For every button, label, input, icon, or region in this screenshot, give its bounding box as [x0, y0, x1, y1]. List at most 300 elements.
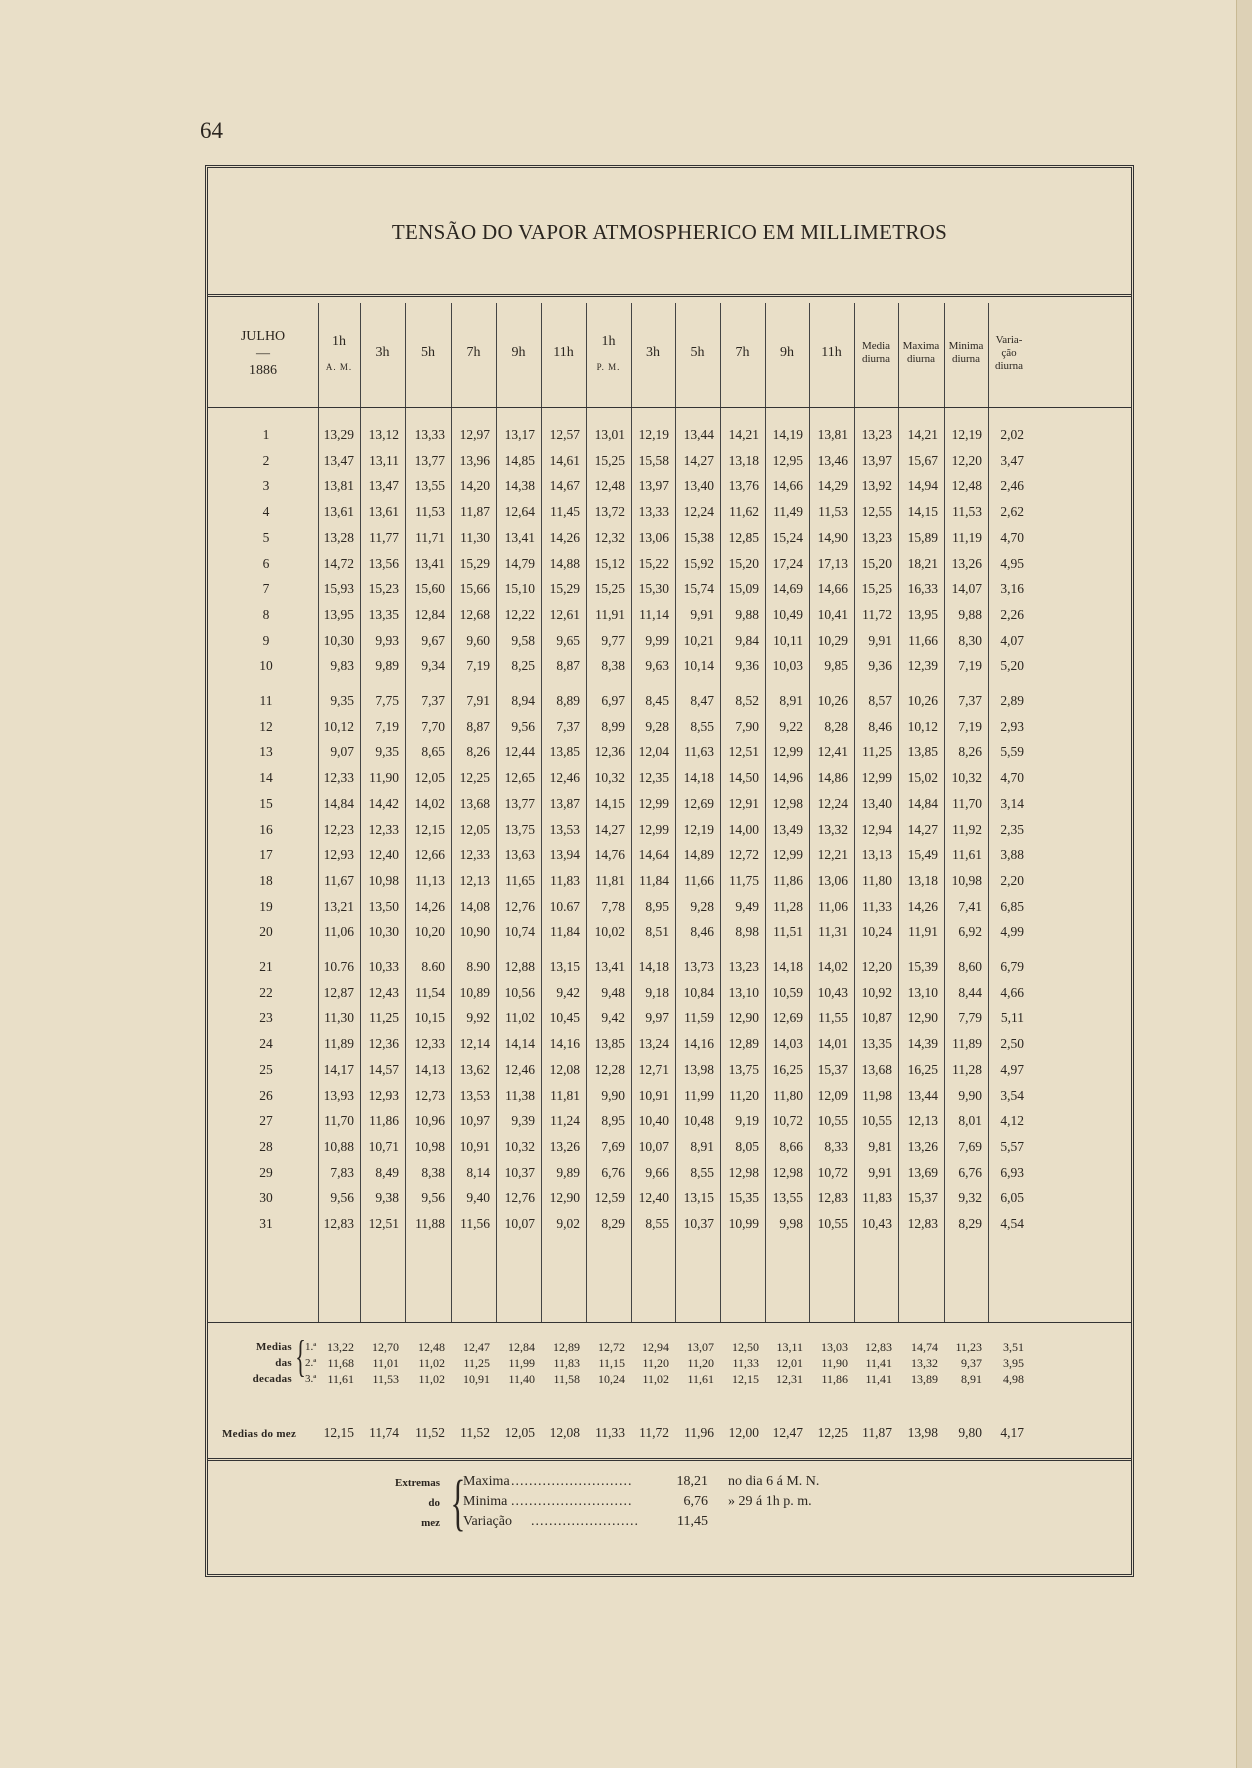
value-cell: 12,99: [861, 770, 892, 786]
value-cell: 8,57: [868, 693, 892, 708]
value-cell: 12,08: [549, 1061, 580, 1077]
value-cell: 11,99: [508, 1356, 535, 1370]
value-cell: 14,18: [638, 959, 669, 974]
value-cell: 15,92: [683, 555, 714, 571]
value-cell: 11,90: [821, 1356, 848, 1370]
value-cell: 12,46: [549, 770, 580, 786]
value-cell: 15,38: [683, 529, 714, 545]
value-cell: 7,78: [601, 898, 625, 914]
value-cell: 11,70: [324, 1113, 354, 1129]
value-cell: 11,83: [553, 1356, 580, 1370]
medias-mez-row: [208, 1422, 1030, 1444]
value-cell: 10,11: [773, 632, 803, 648]
value-cell: 12,69: [683, 795, 714, 811]
value-cell: 11,02: [642, 1372, 669, 1386]
value-cell: 12,89: [728, 1036, 759, 1052]
value-cell: 14,07: [951, 581, 982, 597]
value-cell: 10,55: [861, 1113, 892, 1129]
value-cell: 11,99: [684, 1087, 714, 1103]
value-cell: 6,92: [958, 924, 982, 940]
table-row: [208, 578, 1030, 600]
value-cell: 14,42: [368, 795, 399, 811]
value-cell: 11,30: [324, 1010, 354, 1026]
minima-label-line: Minima: [948, 340, 984, 352]
value-cell: 13,98: [907, 1425, 938, 1440]
value-cell: 11,33: [595, 1425, 625, 1440]
value-cell: 10,15: [414, 1010, 445, 1026]
value-cell: 12,31: [776, 1372, 803, 1386]
value-cell: 2,35: [1000, 821, 1024, 837]
value-cell: 10,21: [683, 632, 714, 648]
value-cell: 11,61: [687, 1372, 714, 1386]
value-cell: 13,06: [638, 529, 669, 545]
header-dash: —: [256, 345, 270, 361]
value-cell: 13,01: [594, 427, 625, 442]
value-cell: 15,74: [683, 581, 714, 597]
value-cell: 13,98: [683, 1061, 714, 1077]
value-cell: 6,85: [1000, 898, 1024, 914]
value-cell: 12,33: [323, 770, 354, 786]
value-cell: 15,09: [728, 581, 759, 597]
value-cell: 13,32: [817, 821, 848, 837]
value-cell: 15,02: [907, 770, 938, 786]
value-cell: 10,84: [683, 984, 714, 1000]
value-cell: 12,40: [638, 1190, 669, 1206]
extremas-dots: ...........................: [511, 1474, 633, 1489]
value-cell: 13,94: [549, 847, 580, 863]
value-cell: 12,84: [414, 606, 445, 622]
value-cell: 8,95: [645, 898, 669, 914]
value-cell: 11,83: [550, 872, 580, 888]
value-cell: 5,11: [1000, 1010, 1024, 1026]
value-cell: 12,46: [504, 1061, 535, 1077]
day-cell: 7: [262, 581, 270, 597]
table-title: TENSÃO DO VAPOR ATMOSPHERICO EM MILLIMETROS: [391, 220, 948, 244]
hour-header: [586, 303, 631, 403]
value-cell: 2,93: [1000, 718, 1024, 734]
maxima-label-line: diurna: [906, 353, 936, 365]
value-cell: 14,61: [549, 452, 580, 468]
value-cell: 11,45: [550, 504, 580, 520]
value-cell: 13,53: [549, 821, 580, 837]
value-cell: 2,46: [1000, 478, 1024, 494]
value-cell: 4,70: [1000, 529, 1024, 545]
value-cell: 14,27: [594, 821, 625, 837]
value-cell: 6,76: [601, 1164, 625, 1180]
value-cell: 12,13: [907, 1113, 938, 1129]
value-cell: 13,41: [594, 959, 625, 974]
value-cell: 12,48: [951, 478, 982, 494]
value-cell: 13,97: [861, 452, 892, 468]
value-cell: 8.60: [421, 959, 445, 974]
value-cell: 11,71: [415, 529, 445, 545]
value-cell: 12,76: [504, 1190, 535, 1206]
value-cell: 8,25: [511, 658, 535, 674]
hour-label: 11h: [821, 345, 842, 360]
value-cell: 14,02: [817, 959, 848, 974]
value-cell: 9,93: [375, 632, 399, 648]
value-cell: 10,02: [594, 924, 625, 940]
value-cell: 8,28: [824, 718, 848, 734]
value-cell: 7,41: [958, 898, 982, 914]
value-cell: 11,91: [595, 606, 625, 622]
value-cell: 17,24: [772, 555, 803, 571]
value-cell: 12,05: [414, 770, 445, 786]
variacao-header: [988, 303, 1030, 403]
value-cell: 8,91: [690, 1138, 714, 1154]
value-cell: 9,80: [958, 1425, 982, 1440]
value-cell: 12,47: [772, 1425, 803, 1440]
value-cell: 10,92: [861, 984, 892, 1000]
day-cell: 21: [259, 959, 273, 974]
media-header: [854, 303, 898, 403]
value-cell: 10,26: [817, 693, 848, 708]
value-cell: 14,15: [907, 504, 938, 520]
value-cell: 12,36: [368, 1036, 399, 1052]
value-cell: 10,24: [861, 924, 892, 940]
value-cell: 12,24: [683, 504, 714, 520]
value-cell: 13,28: [323, 529, 354, 545]
value-cell: 6,76: [958, 1164, 982, 1180]
hour-label: 11h: [553, 345, 574, 360]
extremas-name: Variação: [463, 1514, 512, 1529]
pm-label: P. M.: [596, 362, 621, 372]
table-row: [208, 553, 1030, 575]
value-cell: 11,90: [369, 770, 399, 786]
hour-header: [631, 303, 675, 403]
value-cell: 13,63: [504, 847, 535, 863]
table-row: [208, 527, 1030, 549]
value-cell: 12,50: [732, 1340, 759, 1354]
table-row: [208, 896, 1030, 918]
value-cell: 13,07: [687, 1340, 714, 1354]
value-cell: 11,49: [773, 504, 803, 520]
value-cell: 11,98: [862, 1087, 892, 1103]
value-cell: 14,72: [323, 555, 354, 571]
value-cell: 13,77: [414, 452, 445, 468]
value-cell: 13,49: [772, 821, 803, 837]
value-cell: 13,85: [907, 744, 938, 760]
value-cell: 9,67: [421, 632, 445, 648]
value-cell: 14,38: [504, 478, 535, 494]
value-cell: 12,90: [907, 1010, 938, 1026]
extremas-value: 6,76: [683, 1494, 708, 1509]
hour-header: [541, 303, 586, 403]
table-row: [208, 1187, 1030, 1209]
value-cell: 8,33: [824, 1138, 848, 1154]
table-row: [208, 1059, 1030, 1081]
value-cell: 15,37: [907, 1190, 938, 1206]
value-cell: 12,09: [817, 1087, 848, 1103]
value-cell: 12,32: [594, 529, 625, 545]
day-cell: 9: [262, 632, 270, 648]
hour-header: [451, 303, 496, 403]
value-cell: 12,71: [638, 1061, 669, 1077]
value-cell: 12,69: [772, 1010, 803, 1026]
value-cell: 9,92: [466, 1010, 490, 1026]
value-cell: 8,46: [690, 924, 714, 940]
value-cell: 10,12: [323, 718, 354, 734]
value-cell: 11,72: [862, 606, 892, 622]
value-cell: 14,96: [772, 770, 803, 786]
value-cell: 12,88: [504, 959, 535, 974]
value-cell: 7,75: [375, 693, 399, 708]
value-cell: 11,81: [595, 872, 625, 888]
value-cell: 9,81: [868, 1138, 892, 1154]
day-cell: 8: [262, 606, 270, 622]
value-cell: 4,95: [1000, 555, 1024, 571]
value-cell: 11,54: [415, 984, 445, 1000]
value-cell: 12,24: [817, 795, 848, 811]
value-cell: 11,20: [642, 1356, 669, 1370]
day-cell: 15: [259, 795, 273, 811]
value-cell: 11,24: [550, 1113, 580, 1129]
value-cell: 9,91: [868, 1164, 892, 1180]
value-cell: 9,56: [511, 718, 535, 734]
extremas-dots: ........................: [531, 1514, 639, 1529]
extremas-label: Extremas: [394, 1477, 440, 1489]
value-cell: 3,95: [1003, 1356, 1024, 1370]
value-cell: 3,51: [1003, 1340, 1024, 1354]
value-cell: 12,65: [504, 770, 535, 786]
value-cell: 8,29: [601, 1216, 625, 1231]
value-cell: 9,48: [601, 984, 625, 1000]
value-cell: 10.76: [323, 959, 354, 974]
value-cell: 12,72: [598, 1340, 625, 1354]
table-row: [208, 604, 1030, 626]
table-row: [208, 1213, 1030, 1235]
value-cell: 11,33: [862, 898, 892, 914]
value-cell: 11,41: [865, 1372, 892, 1386]
value-cell: 13,10: [728, 984, 759, 1000]
value-cell: 14,84: [907, 795, 938, 811]
value-cell: 9,58: [511, 632, 535, 648]
value-cell: 7,19: [958, 718, 982, 734]
value-cell: 13,40: [861, 795, 892, 811]
table-row: [208, 793, 1030, 815]
value-cell: 12,59: [594, 1190, 625, 1206]
value-cell: 13,18: [728, 452, 759, 468]
value-cell: 13,11: [369, 452, 399, 468]
value-cell: 12,25: [817, 1425, 848, 1440]
value-cell: 13,61: [323, 504, 354, 520]
value-cell: 15,93: [323, 581, 354, 597]
value-cell: 13,87: [549, 795, 580, 811]
value-cell: 14,29: [817, 478, 848, 494]
value-cell: 14,18: [772, 959, 803, 974]
day-cell: 16: [259, 821, 273, 837]
day-cell: 23: [259, 1010, 273, 1026]
value-cell: 9,99: [645, 632, 669, 648]
day-cell: 18: [259, 872, 273, 888]
value-cell: 4,98: [1003, 1372, 1024, 1386]
value-cell: 11,53: [952, 504, 982, 520]
value-cell: 10,29: [817, 632, 848, 648]
value-cell: 13,33: [414, 427, 445, 442]
value-cell: 14,66: [817, 581, 848, 597]
value-cell: 9,42: [601, 1010, 625, 1026]
value-cell: 10,55: [817, 1113, 848, 1129]
value-cell: 7,90: [735, 718, 759, 734]
value-cell: 13,75: [728, 1061, 759, 1077]
value-cell: 14,14: [504, 1036, 535, 1052]
page-number: 64: [200, 118, 223, 143]
value-cell: 10.67: [549, 898, 580, 914]
value-cell: 11,20: [729, 1087, 759, 1103]
value-cell: 10,74: [504, 924, 535, 940]
value-cell: 14,27: [907, 821, 938, 837]
value-cell: 10,07: [504, 1216, 535, 1231]
value-cell: 13,56: [368, 555, 399, 571]
value-cell: 8,26: [466, 744, 490, 760]
value-cell: 10,30: [368, 924, 399, 940]
day-cell: 6: [262, 555, 270, 571]
value-cell: 10,33: [368, 959, 399, 974]
value-cell: 13,72: [594, 504, 625, 520]
value-cell: 9,91: [690, 606, 714, 622]
value-cell: 9,42: [556, 984, 580, 1000]
value-cell: 10,32: [504, 1138, 535, 1154]
value-cell: 16,25: [907, 1061, 938, 1077]
value-cell: 9,90: [958, 1087, 982, 1103]
value-cell: 13,68: [459, 795, 490, 811]
value-cell: 12,90: [549, 1190, 580, 1206]
value-cell: 11,75: [729, 872, 759, 888]
value-cell: 7,37: [958, 693, 982, 708]
hour-header: [496, 303, 541, 403]
hour-header: [675, 303, 720, 403]
value-cell: 14,86: [817, 770, 848, 786]
value-cell: 8,87: [556, 658, 580, 674]
value-cell: 12,15: [732, 1372, 759, 1386]
value-cell: 2,89: [1000, 693, 1024, 708]
value-cell: 11,81: [550, 1087, 580, 1103]
value-cell: 14,50: [728, 770, 759, 786]
value-cell: 13,95: [323, 606, 354, 622]
value-cell: 11,88: [415, 1216, 445, 1231]
value-cell: 14,67: [549, 478, 580, 494]
value-cell: 9,49: [735, 898, 759, 914]
extremas-dots: ...........................: [511, 1494, 633, 1509]
day-cell: 1: [262, 427, 270, 442]
hour-header: [405, 303, 451, 403]
hour-label: 9h: [511, 345, 526, 360]
value-cell: 13,85: [549, 744, 580, 760]
value-cell: 4,99: [1000, 924, 1024, 940]
value-cell: 15,25: [594, 452, 625, 468]
value-cell: 12,98: [772, 795, 803, 811]
value-cell: 2,50: [1000, 1036, 1024, 1052]
value-cell: 13,15: [683, 1190, 714, 1206]
value-cell: 12,33: [414, 1036, 445, 1052]
value-cell: 12,39: [907, 658, 938, 674]
value-cell: 5,20: [1000, 658, 1024, 674]
hour-label: 5h: [421, 345, 435, 360]
table-row: [208, 921, 1030, 943]
value-cell: 13,12: [368, 427, 399, 442]
value-cell: 13,55: [414, 478, 445, 494]
value-cell: 12,83: [865, 1340, 892, 1354]
value-cell: 12,19: [638, 427, 669, 442]
value-cell: 13,26: [907, 1138, 938, 1154]
decada-ordinal: 3.ª: [305, 1373, 317, 1385]
value-cell: 8.90: [466, 959, 490, 974]
value-cell: 11,06: [324, 924, 354, 940]
value-cell: 9,37: [961, 1356, 982, 1370]
value-cell: 12,72: [728, 847, 759, 863]
value-cell: 11,33: [732, 1356, 759, 1370]
value-cell: 14,26: [549, 529, 580, 545]
value-cell: 11,65: [505, 872, 535, 888]
table-row: [208, 844, 1030, 866]
value-cell: 14,21: [907, 427, 938, 442]
table-row: [208, 1085, 1030, 1107]
value-cell: 11,28: [773, 898, 803, 914]
value-cell: 8,47: [690, 693, 714, 708]
value-cell: 13,47: [368, 478, 399, 494]
value-cell: 12,28: [594, 1061, 625, 1077]
day-cell: 2: [262, 452, 270, 468]
hour-header: [318, 303, 360, 403]
value-cell: 13,18: [907, 872, 938, 888]
value-cell: 12,48: [418, 1340, 445, 1354]
value-cell: 11,96: [684, 1425, 714, 1440]
value-cell: 9,97: [645, 1010, 669, 1026]
value-cell: 11,74: [369, 1425, 399, 1440]
value-cell: 9,65: [556, 632, 580, 648]
value-cell: 13,55: [772, 1190, 803, 1206]
value-cell: 9,07: [330, 744, 354, 760]
value-cell: 14,57: [368, 1061, 399, 1077]
value-cell: 15,29: [549, 581, 580, 597]
extremas-name: Minima: [463, 1494, 508, 1509]
day-cell: 3: [262, 478, 270, 494]
day-cell: 13: [259, 744, 273, 760]
table-row: [208, 767, 1030, 789]
value-cell: 9,22: [779, 718, 803, 734]
minima-label-line: diurna: [951, 353, 981, 365]
value-cell: 14,01: [817, 1036, 848, 1052]
value-cell: 12,94: [861, 821, 892, 837]
value-cell: 10,30: [323, 632, 354, 648]
extremas-value: 11,45: [677, 1514, 708, 1529]
table-row: [208, 630, 1030, 652]
value-cell: 14,17: [323, 1061, 354, 1077]
value-cell: 9,90: [601, 1087, 625, 1103]
value-cell: 13,41: [414, 555, 445, 571]
value-cell: 14,64: [638, 847, 669, 863]
value-cell: 14,26: [907, 898, 938, 914]
value-cell: 12,35: [638, 770, 669, 786]
table-row: [208, 1136, 1030, 1158]
value-cell: 4,97: [1000, 1061, 1024, 1077]
value-cell: 10,98: [368, 872, 399, 888]
value-cell: 10,43: [861, 1216, 892, 1231]
value-cell: 9,98: [779, 1216, 803, 1231]
value-cell: 10,90: [459, 924, 490, 940]
day-cell: 17: [259, 847, 273, 863]
value-cell: 11,25: [369, 1010, 399, 1026]
value-cell: 8,87: [466, 718, 490, 734]
table-row: [208, 819, 1030, 841]
value-cell: 10,88: [323, 1138, 354, 1154]
value-cell: 12,83: [907, 1216, 938, 1231]
medias-decadas-label: Medias: [255, 1341, 292, 1353]
value-cell: 9,35: [375, 744, 399, 760]
value-cell: 10,12: [907, 718, 938, 734]
value-cell: 12,36: [594, 744, 625, 760]
hour-label: 5h: [690, 345, 705, 360]
